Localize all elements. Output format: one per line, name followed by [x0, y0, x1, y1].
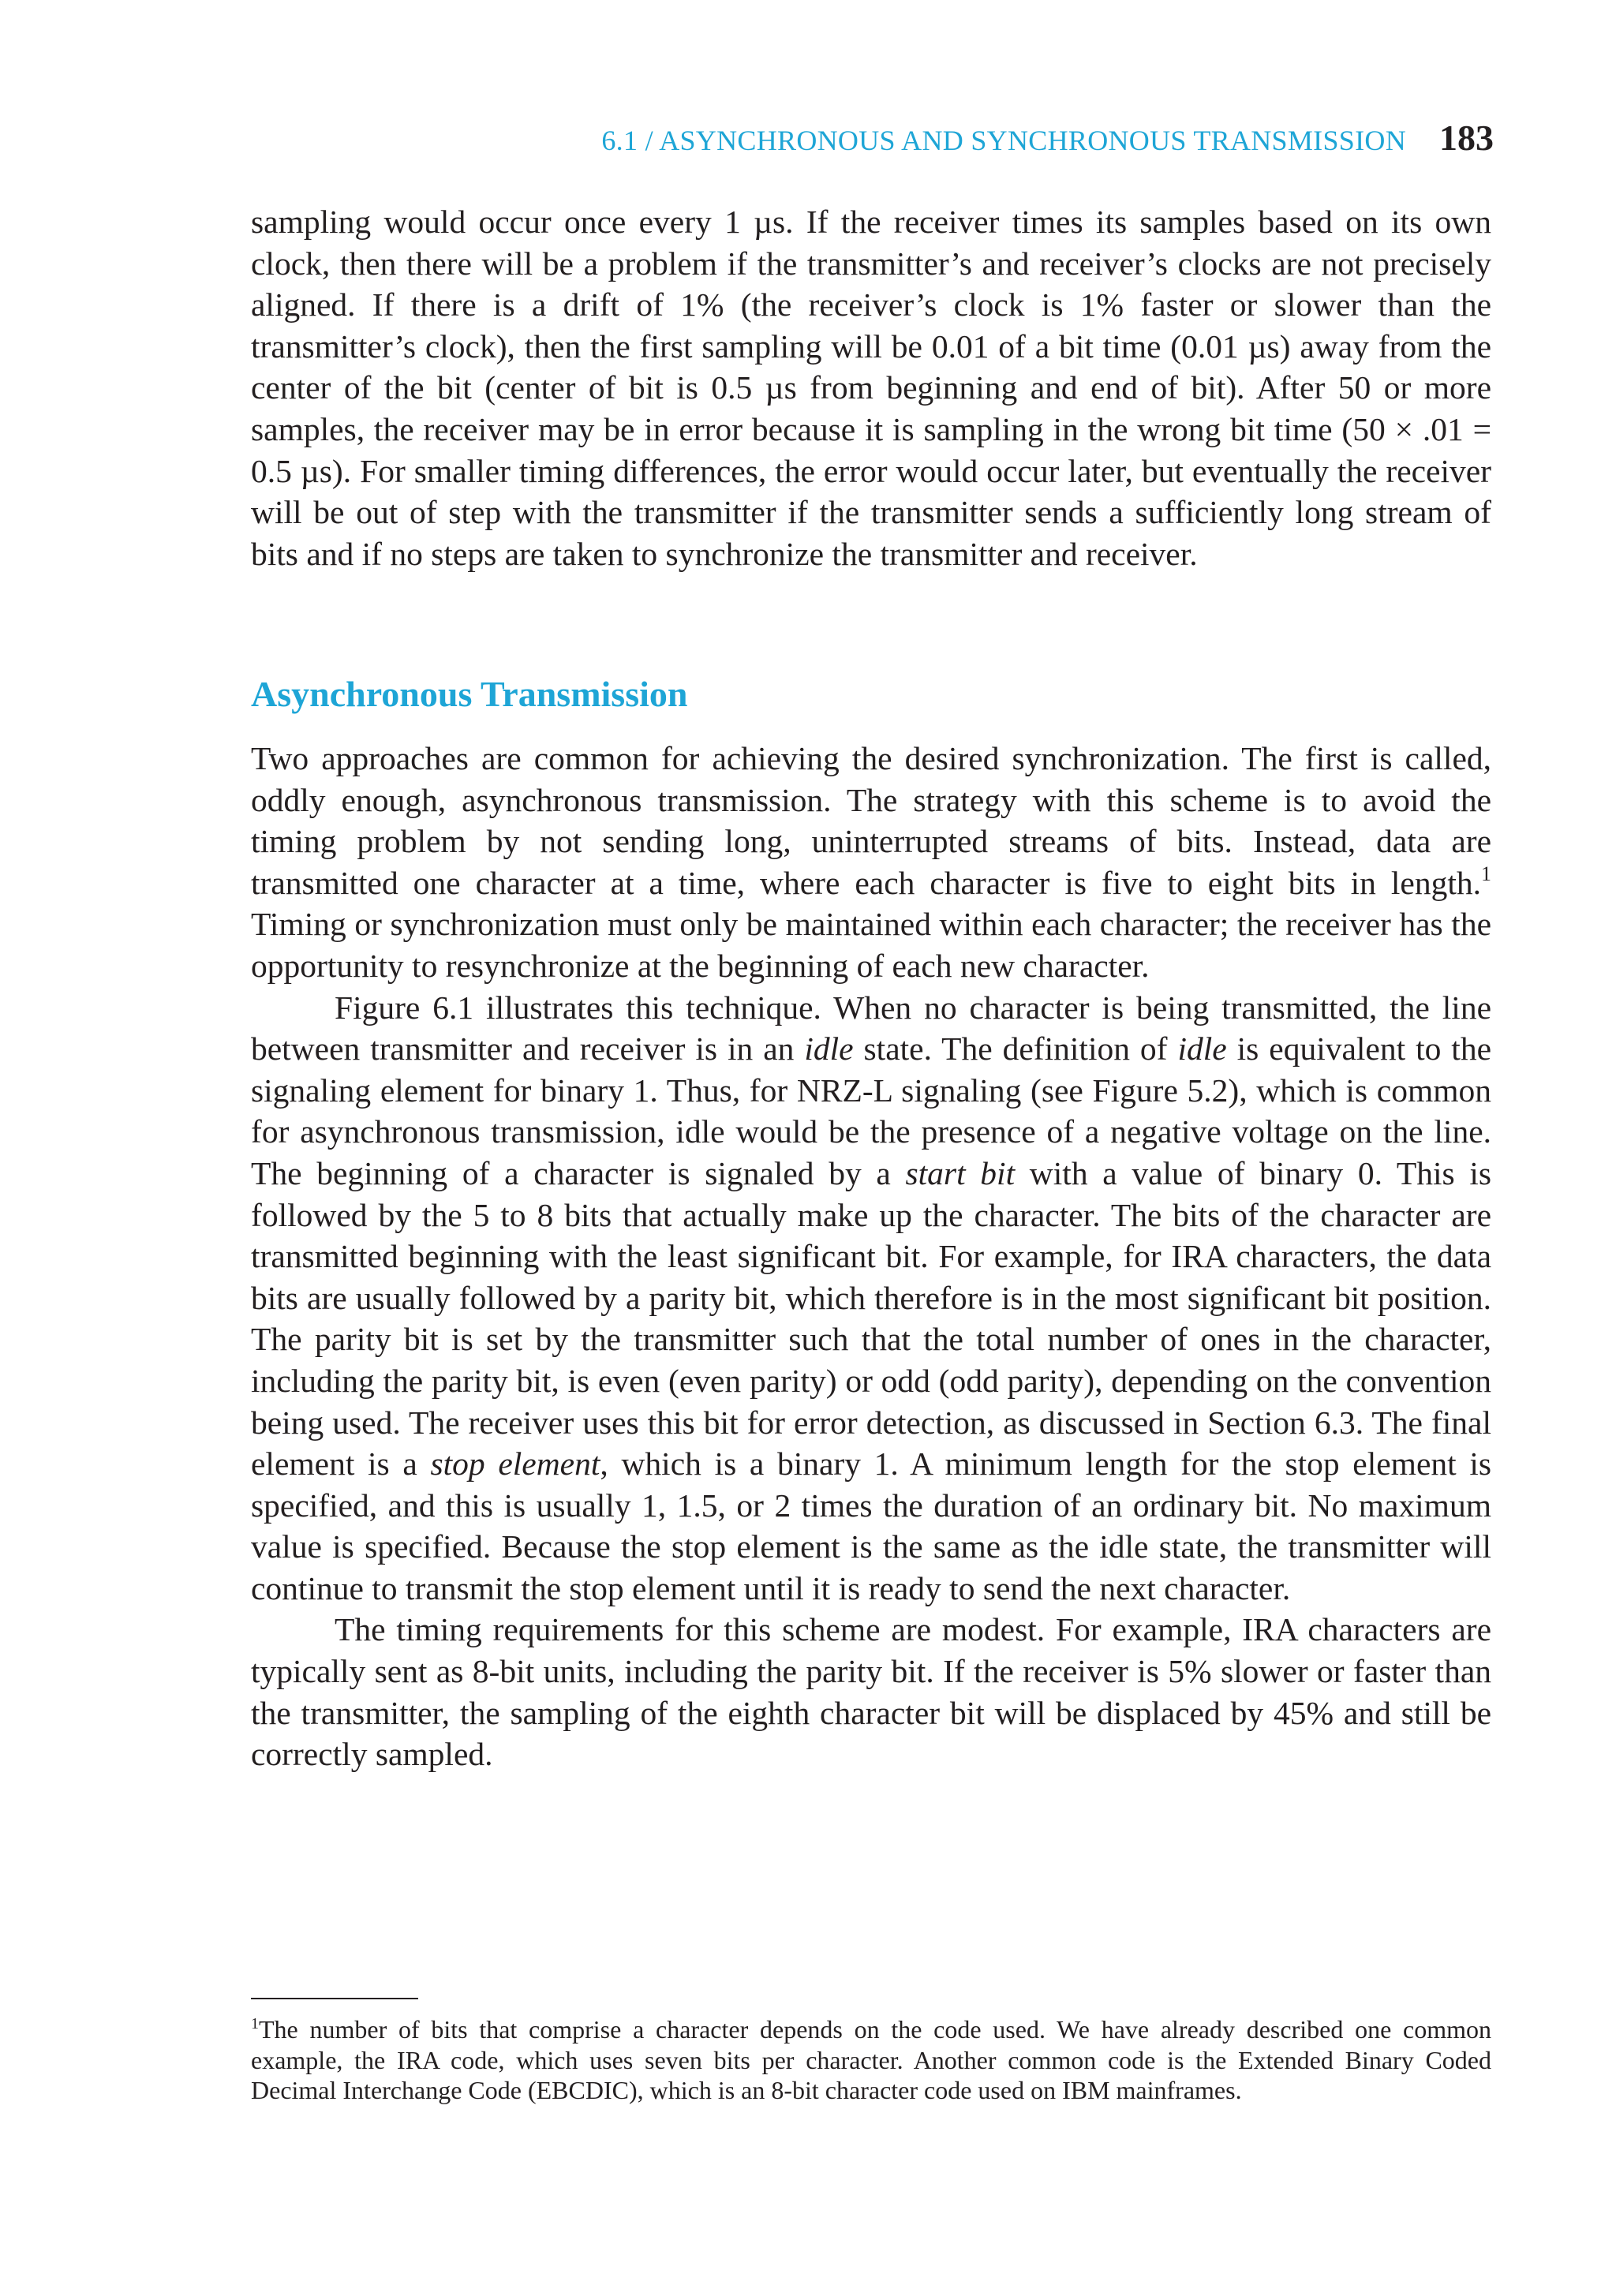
page-number: 183 — [1439, 118, 1494, 158]
term-idle: idle — [804, 1030, 854, 1068]
footnote-marker: 1 — [251, 2015, 259, 2032]
intro-paragraph: sampling would occur once every 1 µs. If the receiver times its samples based on its own clock, then there will be a problem if the transmitter’s and receiver’s clocks are not precisely aligned. If there is a drift of 1% (the receiver’s clock is 1% faster or slower than the transmitter’s clock), then the first sampling will be 0.01 of a bit time (0.01 µs) away from the center of the bit (center of bit is 0.5 µs from beginning and end of bit). After 50 or more samples, the receiver may be in error because it is sampling in the wrong bit time (50 × .01 = 0.5 µs). For smaller timing differences, the error would occur later, but eventually the receiver will be out of step with the transmitter if the transmitter sends a sufficiently long stream of bits and if no steps are taken to synchronize the transmitter and receiver. — [251, 204, 1491, 572]
paragraph-2-text: state. The definition of — [853, 1030, 1178, 1068]
footnote-reference: 1 — [1481, 862, 1491, 885]
paragraph-1-text: Two approaches are common for achieving the desired synchronization. The first is called, oddly enough, asynchronous transmission. The strategy with this scheme is to avoid the timing problem by not sending long, uninterrupted streams of bits. Instead, data are transmitted one character at a time, where each character is five to eight bits in length. — [251, 740, 1491, 901]
section-heading: Asynchronous Transmission — [251, 674, 688, 714]
footnote — [251, 2014, 1491, 2106]
running-title: 6.1 / ASYNCHRONOUS AND SYNCHRONOUS TRANSMISSION — [601, 125, 1406, 156]
paragraph-1 — [251, 738, 1491, 987]
section-body — [251, 738, 1491, 1775]
running-header — [252, 117, 1494, 164]
footnote-text: The number of bits that comprise a character depends on the code used. We have already described one common example, the IRA code, which uses seven bits per character. Another common code is the Extended Binary Coded Decimal Interchange Code (EBCDIC), which is an 8-bit character code used on IBM mainframes. — [251, 2015, 1491, 2105]
intro-block — [251, 201, 1491, 574]
paragraph-2-text: , which is a binary 1. A minimum length for the stop element is specified, and this is usually 1, 1.5, or 2 times the duration of an ordinary bit. No maximum value is specified. Because the stop element is the same as the idle state, the transmitter will continue to transmit the stop element until it is ready to send the next character. — [251, 1445, 1492, 1606]
term-stop-element: stop element — [430, 1445, 600, 1483]
paragraph-2 — [251, 987, 1491, 1610]
footnote-divider — [251, 1998, 418, 1999]
paragraph-3: The timing requirements for this scheme are modest. For example, IRA characters are typically sent as 8-bit units, including the parity bit. If the receiver is 5% slower or faster than the transmitter, the sampling of the eighth character bit will be displaced by 45% and still be correctly sampled. — [251, 1611, 1491, 1773]
paragraph-2-text: is equivalent to the signaling element for binary 1. Thus, for NRZ-L signaling (see Figure 5.2), which is common for asynchronous transmission, idle would be the presence of a negative voltage on the line. The beginning of a character is signaled by a — [251, 1030, 1491, 1191]
paragraph-1-text-continued: Timing or synchronization must only be maintained within each character; the receiver has the opportunity to resynchronize at the beginning of each new character. — [251, 906, 1491, 984]
term-idle: idle — [1177, 1030, 1227, 1068]
paragraph-2-text: Figure 6.1 illustrates this technique. When no character is being transmitted, the line between transmitter and receiver is in an — [251, 989, 1491, 1068]
term-start-bit: start bit — [905, 1154, 1016, 1191]
paragraph-2-text: with a value of binary 0. This is followed by the 5 to 8 bits that actually make up the character. The bits of the character are transmitted beginning with the least significant bit. For example, for IRA characters, the data bits are usually followed by a parity bit, which therefore is in the most significant bit position. The parity bit is set by the transmitter such that the total number of ones in the character, including the parity bit, is even (even parity) or odd (odd parity), depending on the convention being used. The receiver uses this bit for error detection, as discussed in Section 6.3. The final element is a — [251, 1154, 1492, 1483]
